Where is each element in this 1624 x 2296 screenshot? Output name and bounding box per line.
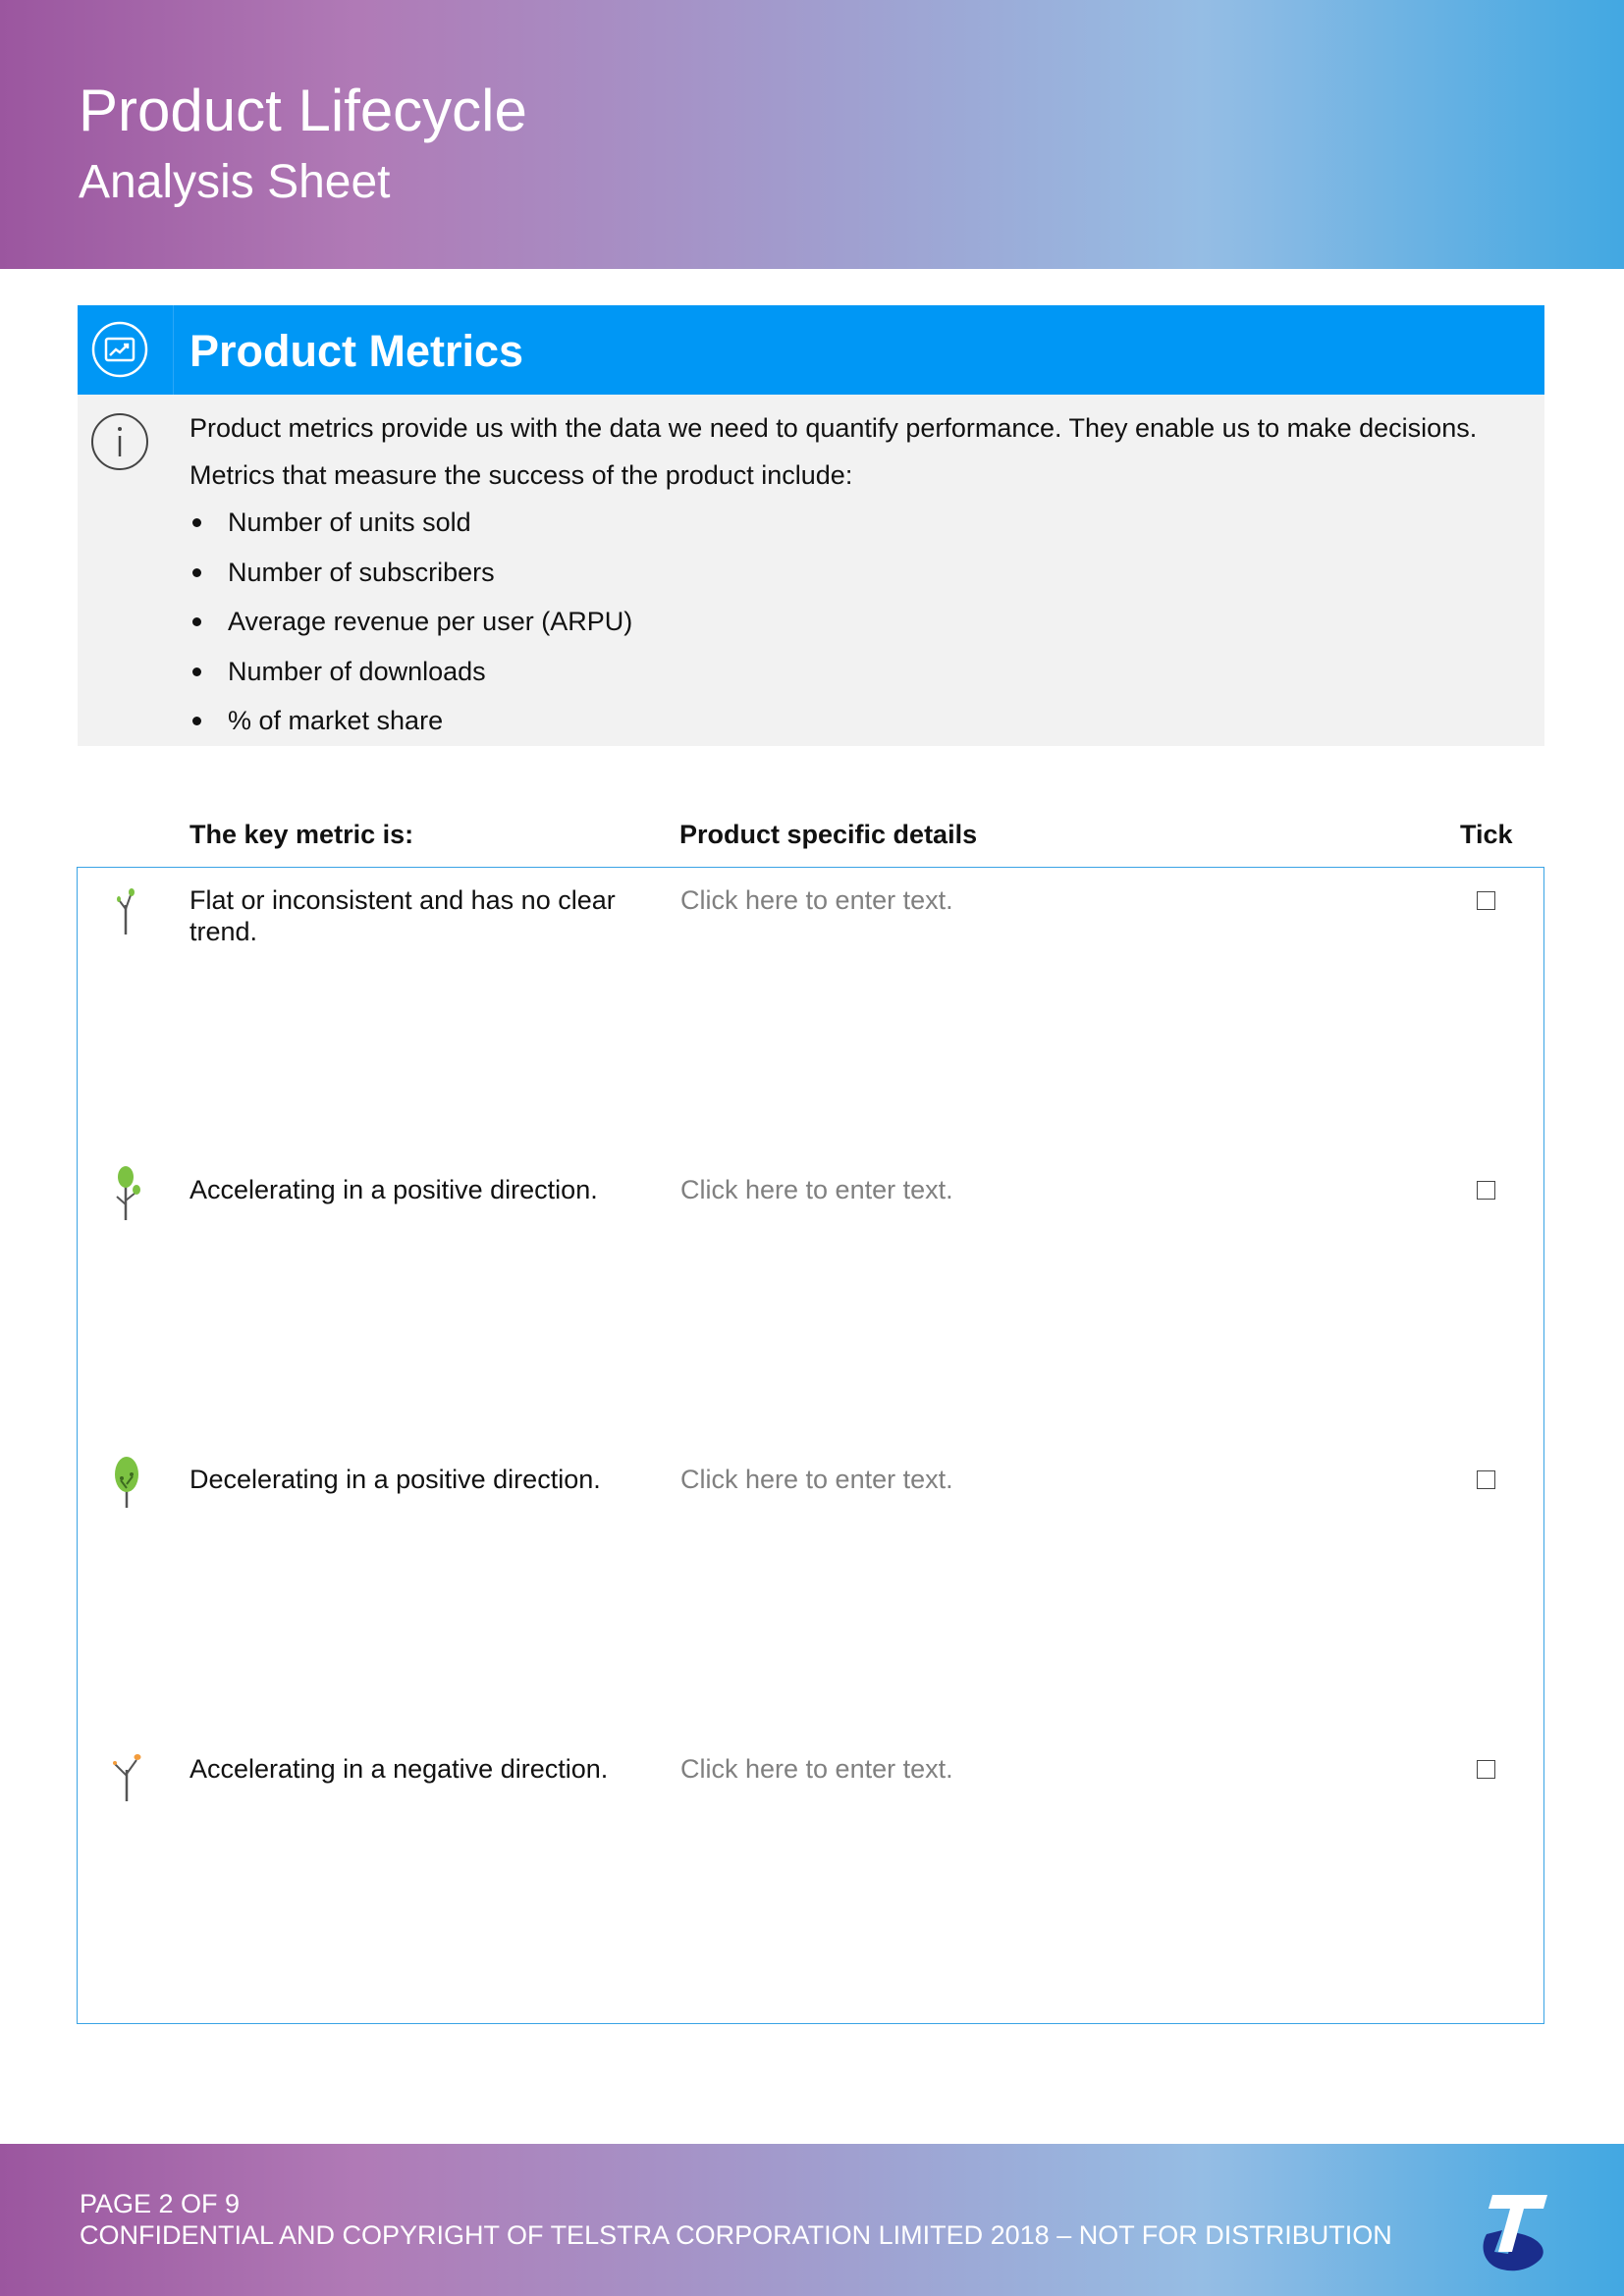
table-row bbox=[78, 1157, 1543, 1447]
table-row bbox=[78, 1447, 1543, 1736]
info-text bbox=[189, 404, 1535, 747]
info-icon bbox=[90, 412, 149, 471]
metrics-list bbox=[189, 499, 1535, 747]
column-header-metric: The key metric is: bbox=[189, 820, 414, 849]
list-item: Average revenue per user (ARPU) bbox=[189, 598, 1535, 648]
column-header-tick: Tick bbox=[1460, 820, 1513, 849]
info-box bbox=[78, 395, 1544, 746]
document-subtitle: Analysis Sheet bbox=[79, 156, 391, 208]
document-title: Product Lifecycle bbox=[79, 78, 527, 143]
bullet-icon bbox=[192, 667, 201, 676]
row-label: Accelerating in a negative direction. bbox=[189, 1754, 609, 1784]
metric-table bbox=[77, 867, 1544, 2024]
row-label: Decelerating in a positive direction. bbox=[189, 1465, 601, 1494]
info-lead: Metrics that measure the success of the product include: bbox=[189, 460, 853, 490]
tick-checkbox[interactable] bbox=[1477, 1760, 1495, 1779]
list-item: Number of downloads bbox=[189, 648, 1535, 698]
row-label: Accelerating in a positive direction. bbox=[189, 1175, 598, 1204]
confidential-notice: CONFIDENTIAL AND COPYRIGHT OF TELSTRA CORPORATION LIMITED 2018 – NOT FOR DISTRIBUTION bbox=[80, 2220, 1392, 2250]
table-row bbox=[78, 1736, 1543, 2026]
list-item: Number of units sold bbox=[189, 499, 1535, 549]
list-item: % of market share bbox=[189, 697, 1535, 747]
bare-tree-icon bbox=[107, 1744, 146, 1803]
mature-tree-icon bbox=[107, 1453, 146, 1512]
tick-checkbox[interactable] bbox=[1477, 891, 1495, 910]
section-icon-cell bbox=[78, 305, 174, 395]
sprout-icon bbox=[107, 880, 146, 938]
table-row bbox=[78, 868, 1543, 1157]
header-band bbox=[0, 0, 1624, 269]
telstra-logo-icon bbox=[1473, 2187, 1551, 2275]
footer-band bbox=[0, 2144, 1624, 2296]
chart-trend-icon bbox=[91, 321, 148, 378]
page-number: PAGE 2 OF 9 bbox=[80, 2189, 241, 2218]
young-tree-icon bbox=[107, 1163, 146, 1222]
list-item: Number of subscribers bbox=[189, 549, 1535, 599]
row-label: Flat or inconsistent and has no clear trend. bbox=[189, 885, 616, 946]
details-input[interactable]: Click here to enter text. bbox=[680, 1754, 953, 1784]
tick-checkbox[interactable] bbox=[1477, 1470, 1495, 1489]
tick-checkbox[interactable] bbox=[1477, 1181, 1495, 1200]
details-input[interactable]: Click here to enter text. bbox=[680, 1175, 953, 1204]
details-input[interactable]: Click here to enter text. bbox=[680, 885, 953, 915]
column-header-details: Product specific details bbox=[679, 820, 978, 849]
section-title: Product Metrics bbox=[189, 326, 524, 376]
details-input[interactable]: Click here to enter text. bbox=[680, 1465, 953, 1494]
bullet-icon bbox=[192, 617, 201, 626]
bullet-icon bbox=[192, 568, 201, 577]
info-intro: Product metrics provide us with the data we need to quantify performance. They enable us to make decisions. bbox=[189, 413, 1478, 443]
bullet-icon bbox=[192, 518, 201, 527]
section-header bbox=[78, 305, 1544, 395]
bullet-icon bbox=[192, 717, 201, 725]
